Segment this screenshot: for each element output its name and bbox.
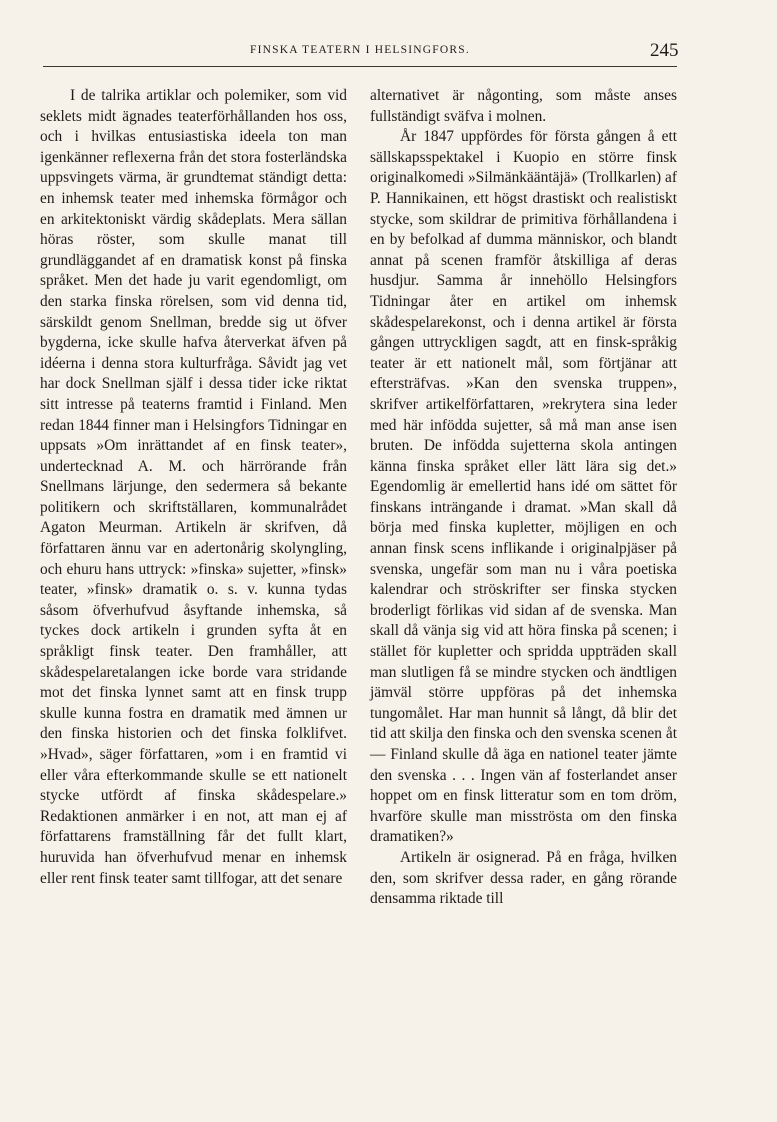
paragraph: År 1847 uppfördes för första gången å ett sällskapsspektakel i Kuopio en större finsk originalkomedi »Silmänkääntäjä» (Trollkarlen) af P. Hannikainen, ett högst drastiskt och realistiskt stycke, som skildrar de primitiva förhållandena i en by befolkad af dumma människor, och blandt annat på scenen framför åtskilliga af deras husdjur. Samma år innehöllo Helsingfors Tidningar åter en artikel om inhemsk skådespelarekonst, och i denna artikel är första gången uttryckligen sagdt, att en finsk-språkig teater är ett nationelt mål, som förtjänar att eftersträfvas. »Kan den svenska truppen», skrifver artikelförfattaren, »rekrytera sina leder med här infödda sujetter, så må man anse isen bruten. De infödda sujetterna skola antingen känna finska språket eller lätt lära sig det.» Egendomlig är emellertid hans idé om sättet för finskans inträngande i dramat. »Man skall då börja med finska kupletter, möjligen en och annan finsk scens inflikande i originalpjäser på svenska, ungefär som man nu i våra poetiska kalendrar och ströskrifter ser finska stycken broderligt förlikas vid sidan af de svenska. Man skall då vänja sig vid att höra finska på scenen; i stället för kupletter och spridda uppträden skall man slutligen få se mindre stycken och ändtligen jämväl större uppföras på det inhemska tungomålet. Har man hunnit så långt, då blir det tid att skilja den finska och den svenska scenen åt — Finland skulle då äga en nationel teater jämte den svenska . . . Ingen vän af fosterlandet anser hoppet om en finsk litteratur som en tom dröm, hvarföre skulle man misströsta om den finska dramatiken?» [370,128,677,846]
header-rule [43,66,677,67]
paragraph: I de talrika artiklar och polemiker, som vid seklets midt ägnades teaterförhållanden hos oss, och i hvilkas entusiastiska ideela ton man igenkänner reflexerna från det stora fosterländska uppsvingets värma, är grundtemat ständigt detta: en inhemsk teater med inhemska förmågor och en arkitektoniskt värdig skådeplats. Mera sällan höras röster, som skulle manat till grundläggandet af en dramatisk konst på finska språket. Men det hade ju varit egendomligt, om den starka finska rörelsen, som vid denna tid, särskildt genom Snellman, bredde sig ut öfver bygderna, icke skulle hafva återverkat äfven på idéerna i denna stora kulturfråga. Såvidt jag vet har dock Snellman själf i dessa tider icke riktat sitt intresse på teaterns framtid i Finland. Men redan 1844 finner man i Helsingfors Tidningar en uppsats »Om inrättandet af en finsk teater», undertecknad A. M. och härrörande från Snellmans lärjunge, den sedermera så bekante politikern och skriftställaren, kommunalrådet Agaton Meurman. Artikeln är skrifven, då författaren ännu var en adertonårig skolyngling, och ehuru hans uttryck: »finska» sujetter, »finsk» teater, »finsk» dramatik o. s. v. kunna tydas såsom öfverhufvud åsyftande inhemska, så tyckes dock artikeln i grunden syfta åt en språkligt finsk teater. Den framhåller, att skådespelaretalangen icke borde vara stridande mot det finska lynnet samt att en finsk trupp skulle kunna fostra en dramatik med ämnen ur den finska historien och det finska folklifvet. »Hvad», säger författaren, »om i en framtid vi eller våra efterkommande skulle se ett nationelt stycke utfördt af finska skådespelare.» Redaktionen anmärker i en not, att man ej af författarens framställning får det fullt klart, huruvida han öfverhufvud menar en inhemsk eller rent finsk teater samt tillfogar, att det senare [40,87,347,887]
running-head: FINSKA TEATERN I HELSINGFORS. [250,44,470,56]
page-number: 245 [650,40,679,61]
paragraph-continued: alternativet är någonting, som måste anses fullständigt sväfva i molnen. [370,87,677,125]
left-column [40,86,347,889]
paragraph: Artikeln är osignerad. På en fråga, hvilken den, som skrifver dessa rader, en gång rörande densamma riktade till [370,848,677,908]
right-column [370,86,677,910]
